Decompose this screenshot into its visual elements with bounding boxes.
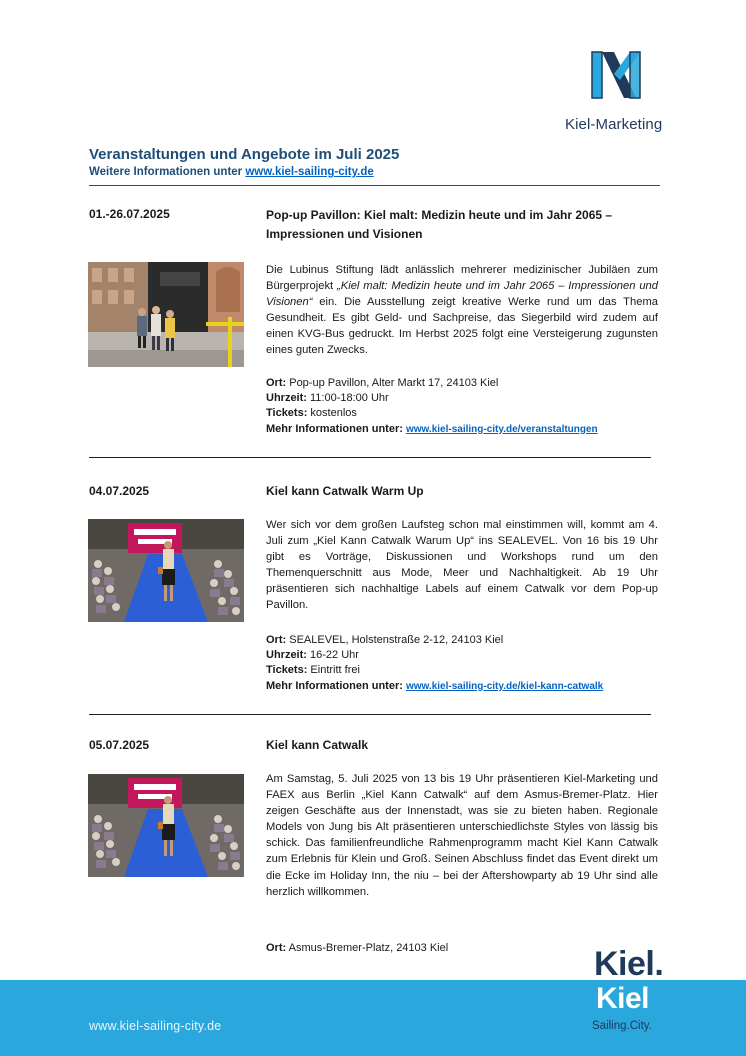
event-info-block bbox=[266, 376, 666, 437]
event-description-part: ein. Die Ausstellung zeigt kreative Werke rund um das Thema Gesundheit. Es gibt Geld- und Sachpreise, das Siegerbild wird zudem auf einen KVG-Bus gedruckt. Im Herbst 2025 folgt eine Versteigerung zugunsten eines guten Zwecks. bbox=[266, 296, 658, 357]
event-more-info-link[interactable]: www.kiel-sailing-city.de/kiel-kann-catwalk bbox=[405, 680, 604, 692]
event-more-info: Mehr Informationen unter: www.kiel-sailing-city.de/veranstaltungen bbox=[266, 422, 598, 435]
event-title: Kiel kann Catwalk bbox=[266, 738, 369, 752]
event-more-info-link[interactable]: www.kiel-sailing-city.de/veranstaltungen bbox=[405, 423, 598, 435]
kiel-logo-tagline: Sailing.City. bbox=[592, 1020, 652, 1032]
event-location: Ort: Pop-up Pavillon, Alter Markt 17, 24103 Kiel bbox=[266, 377, 499, 389]
event-description-part: Die Lubinus Stiftung lädt anlässlich mehrerer medizinischer Jubiläen zum Bürgerprojekt bbox=[266, 264, 658, 293]
event-tickets: Tickets: Eintritt frei bbox=[266, 664, 360, 677]
kiel-logo-reflection: Kiel bbox=[596, 982, 650, 1015]
event-description: Am Samstag, 5. Juli 2025 von 13 bis 19 Uhr präsentieren Kiel-Marketing und FAEX aus Berlin „Kiel Kann Catwalk“ auf dem Asmus-Bremer-Platz. Hier zeigen Geschäfte aus der Innenstadt, was sie zu bieten haben. Regionale Models von Jung bis Alt präsentieren unterschiedlichste Styles von lässig bis schick. Das familienfreundliche Rahmenprogramm macht Kiel Kann Catwalk zum Erlebnis für Klein und Groß. Seinen Abschluss findet das Event direkt um die Ecke im Holiday Inn, the niu – bei der Aftershowparty ab 19 Uhr sind alle herzlich willkommen. bbox=[266, 773, 658, 898]
event-date: 05.07.2025 bbox=[89, 738, 150, 752]
subtitle-prefix: Weitere Informationen unter bbox=[89, 166, 246, 178]
website-link[interactable]: www.kiel-sailing-city.de bbox=[245, 166, 374, 178]
event-time: Uhrzeit: 11:00-18:00 Uhr bbox=[266, 392, 389, 405]
event-location: Ort: SEALEVEL, Holstenstraße 2-12, 24103 Kiel bbox=[266, 634, 504, 646]
event-tickets: Tickets: kostenlos bbox=[266, 407, 357, 420]
event-info-block bbox=[266, 633, 666, 694]
event-photo-catwalk bbox=[88, 774, 244, 877]
event-title: Pop-up Pavillon: Kiel malt: Medizin heute und im Jahr 2065 – Impressionen und Visionen bbox=[266, 208, 613, 241]
event-photo-catwalk-warmup bbox=[88, 519, 244, 622]
kiel-logo-word: Kiel. bbox=[594, 945, 664, 983]
event-time: Uhrzeit: 16-22 Uhr bbox=[266, 649, 359, 662]
event-title: Kiel kann Catwalk Warm Up bbox=[266, 484, 424, 498]
page-subtitle bbox=[89, 166, 374, 178]
kiel-marketing-logo-icon bbox=[590, 50, 642, 100]
page-title: Veranstaltungen und Angebote im Juli 2025 bbox=[89, 146, 400, 163]
event-description: Wer sich vor dem großen Laufsteg schon mal einstimmen will, kommt am 4. Juli zum „Kiel Kann Catwalk Warum Up“ ins SEALEVEL. Von 16 bis 19 Uhr gibt es Vorträge, Diskussionen und Workshops rund um den Themenquerschnitt aus Mode, Meer und Nachhaltigkeit. Ab 19 Uhr präsentieren sich nachhaltige Labels auf einem Catwalk vor dem Pop-up Pavillon. bbox=[266, 519, 658, 612]
event-date: 01.-26.07.2025 bbox=[89, 207, 170, 221]
footer-url[interactable]: www.kiel-sailing-city.de bbox=[89, 1019, 222, 1033]
event-project-name: „Kiel malt: Medizin heute und im Jahr 2065 – Impressionen und Visionen“ bbox=[266, 280, 658, 309]
logo-wordmark: Kiel-Marketing bbox=[565, 116, 663, 133]
event-photo-pavillon bbox=[88, 262, 244, 367]
header-divider bbox=[89, 185, 660, 186]
event-more-info: Mehr Informationen unter: www.kiel-sailing-city.de/kiel-kann-catwalk bbox=[266, 679, 604, 692]
event-location: Ort: Asmus-Bremer-Platz, 24103 Kiel bbox=[266, 942, 449, 954]
event-description bbox=[266, 262, 658, 359]
section-divider bbox=[89, 457, 651, 458]
section-divider bbox=[89, 714, 651, 715]
event-date: 04.07.2025 bbox=[89, 484, 150, 498]
